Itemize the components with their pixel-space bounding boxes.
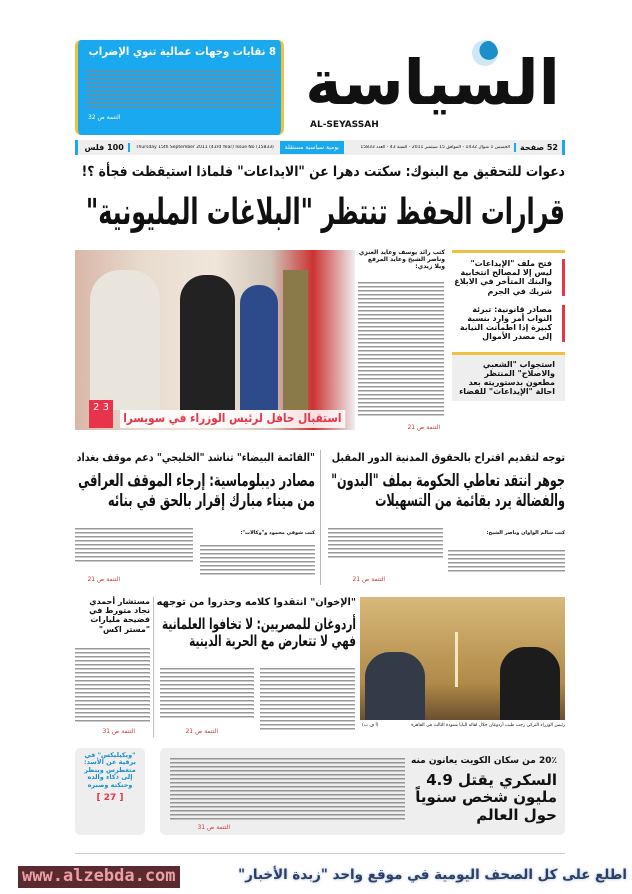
date-english: Thursday 15th September 2011 (43rd Year) Issue No (15833) xyxy=(135,145,274,150)
page-count: 52 صفحة xyxy=(514,143,562,152)
story-right-body xyxy=(448,550,565,572)
column-divider xyxy=(153,597,154,737)
story-left-ref[interactable]: التتمة ص 21 xyxy=(87,576,120,583)
lead-body xyxy=(358,282,444,417)
page-badge: 2 3 xyxy=(89,400,113,428)
promo-box[interactable] xyxy=(75,748,145,835)
masthead-logo: السياسة xyxy=(305,46,560,119)
photo-pm-switzerland[interactable] xyxy=(75,250,355,430)
teaser-body xyxy=(86,70,276,108)
photo2-credit: (أ ف ب) xyxy=(362,723,379,728)
sidebar-boxed-item[interactable]: استجواب "الشعبي والاصلاح" المنتظر مطعون بدستوريته بعد احالة "الإيداعات" للقضاء xyxy=(452,352,565,402)
story-left-byline: كتب شوقي محمود و"وكالات": xyxy=(240,530,315,536)
diabetes-headline: السكري يقتل 4.9 مليون شخص سنوياً حول العالم xyxy=(415,771,557,824)
sidebar xyxy=(452,250,565,430)
figure xyxy=(180,275,235,410)
cross-icon xyxy=(455,632,458,687)
story-right-byline: كتب سالم الواوان وناصر الشيخ: xyxy=(486,530,565,536)
story-left-body xyxy=(200,545,315,577)
erdogan-body xyxy=(160,668,254,720)
date-arabic: الخميس 1 شوال 1432 - الموافق 15 سبتمبر 2011 - السنة 43 - العدد 15833 xyxy=(360,145,510,150)
diabetes-body xyxy=(170,758,405,820)
brief-body xyxy=(75,648,150,723)
lead-byline: كتب رائد يوسف وعايد العنزي وناصر الشيخ وعايد المرفع ويلا زيدي: xyxy=(358,249,445,270)
story-left-kicker[interactable]: "القائمة البيضاء" تناشد "الخليجي" دعم موقف بغداد xyxy=(76,451,315,464)
promo-text: "ويكيليكس" في برقية عن الأسد: متغطرس وينظر إلى ذكاء والده وحنكته وصبره xyxy=(84,751,136,789)
promo-page: [ 27 ] xyxy=(96,793,124,804)
footer-url[interactable]: www.alzebda.com xyxy=(18,866,180,888)
diabetes-ref: التتمة ص 31 xyxy=(197,824,230,831)
sidebar-item[interactable]: مصادر قانونية: تبرئة النواب أمر وارد بنسبة كبيرة إذا اطمأنت النيابة إلى مصدر الأموال xyxy=(452,305,565,342)
masthead-english: AL-SEYASSAH xyxy=(310,120,379,130)
photo2-caption: رئيس الوزراء التركي رجب طيب أردوغان خلال لقائه البابا شنودة الثالث في القاهرة xyxy=(411,723,565,728)
erdogan-headline[interactable]: أردوغان للمصريين: لا تخافوا العلمانية فهي لا تتعارض مع الحرية الدينية xyxy=(162,615,356,651)
footer-divider xyxy=(75,853,565,854)
lead-headline[interactable]: قرارات الحفظ تنتظر "البلاغات المليونية" xyxy=(85,192,565,233)
erdogan-kicker[interactable]: "الإخوان" انتقدوا كلامه وحذروا من توجهه xyxy=(156,597,356,608)
column-divider xyxy=(320,450,321,585)
price: 100 فلس xyxy=(80,143,129,152)
lead-kicker[interactable]: دعوات للتحقيق مع البنوك: سكتت دهرا عن "الايداعات" فلماذا استيقظت فجأة ؟! xyxy=(81,164,565,180)
diabetes-kicker: 20٪ من سكان الكويت يعانون منه xyxy=(410,756,557,766)
story-right-body xyxy=(328,528,443,560)
teaser-ref: التتمة ص 32 xyxy=(88,114,121,121)
figure xyxy=(90,270,160,410)
figure xyxy=(240,285,278,410)
footer-slogan: اطلع على كل الصحف اليومية في موقع واحد "زبدة الأخبار" xyxy=(238,867,627,883)
teaser-box[interactable] xyxy=(75,40,284,135)
brief-ref[interactable]: التتمة ص 31 xyxy=(102,728,135,735)
figure xyxy=(283,270,308,410)
lead-ref[interactable]: التتمة ص 21 xyxy=(407,424,440,431)
story-right-kicker[interactable]: توجه لتقديم اقتراح بالحقوق المدنية الدور المقبل xyxy=(331,451,565,464)
teaser-headline: 8 نقابات وجهات عمالية تنوي الإضراب xyxy=(88,45,276,58)
photo-erdogan-shenouda[interactable] xyxy=(360,597,565,720)
figure xyxy=(365,652,425,720)
story-left-body xyxy=(75,528,193,563)
story-right-headline[interactable]: جوهر انتقد تعاطي الحكومة بملف "البدون" والفضالة يرد بقائمة من التسهيلات xyxy=(331,471,565,511)
photo-caption: استقبال حافل لرئيس الوزراء في سويسرا xyxy=(120,410,345,428)
sidebar-item[interactable]: فتح ملف "الإيداعات" ليس إلا لمصالح انتخابية والبنك المتأخر في الابلاغ شريك في الجرم xyxy=(452,259,565,296)
story-left-headline[interactable]: مصادر ديبلوماسية: إرجاء الموقف العراقي من ميناء مبارك إقرار بالحق في بنائه xyxy=(78,471,315,511)
brief-headline[interactable]: مستشار أحمدي نجاد متورط في فضيحة مليارات "مستر اكس" xyxy=(89,597,150,634)
erdogan-ref[interactable]: التتمة ص 21 xyxy=(185,728,218,735)
erdogan-body xyxy=(260,668,355,730)
tagline: يومية سياسية مستقلة xyxy=(280,141,344,154)
story-right-ref[interactable]: التتمة ص 21 xyxy=(352,576,385,583)
info-bar xyxy=(75,140,565,155)
diabetes-box[interactable] xyxy=(160,748,565,835)
figure xyxy=(500,647,560,720)
